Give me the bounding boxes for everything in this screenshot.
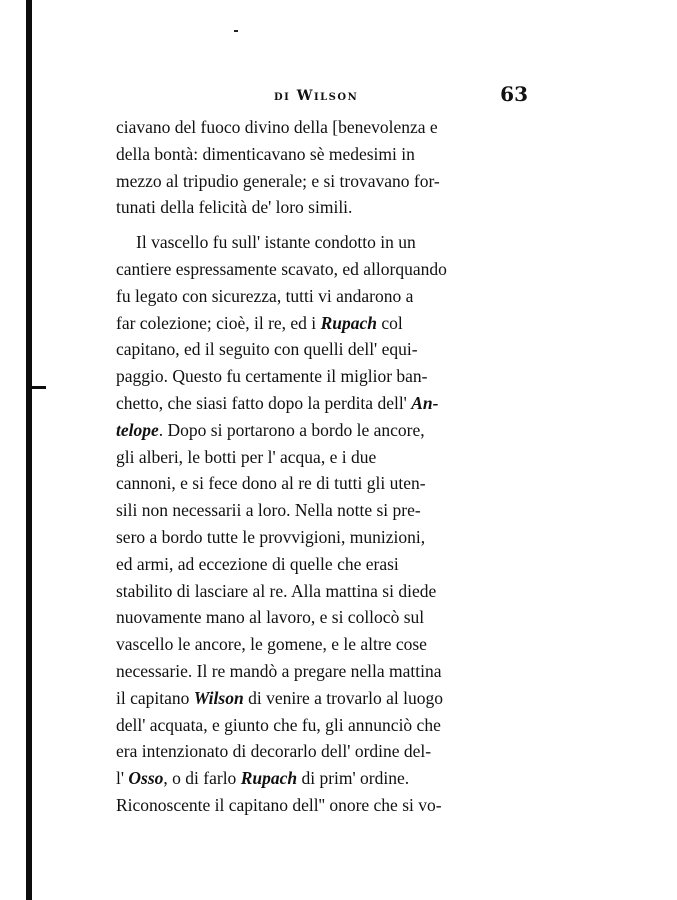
- text-line: Riconoscente il capitano dell'' onore che si vo-: [116, 794, 442, 815]
- text-line: gli alberi, le botti per l' acqua, e i due: [116, 446, 377, 467]
- italic-name: Wilson: [193, 687, 244, 708]
- italic-name: Rupach: [320, 312, 377, 333]
- text-line: della bontà: dimenticavano sè medesimi in: [116, 143, 415, 164]
- text-line: cantiere espressamente scavato, ed allorquando: [116, 258, 447, 279]
- text-line: il capitano Wilson di venire a trovarlo al luogo: [116, 687, 443, 708]
- italic-name: Rupach: [240, 768, 298, 789]
- text-line: capitano, ed il seguito con quelli dell' equi-: [116, 339, 418, 360]
- text-line: sero a bordo tutte le provvigioni, munizioni,: [116, 526, 426, 547]
- page-body: [116, 114, 528, 819]
- text-line: l' Osso, o di farlo Rupach di prim' ordine.: [116, 768, 410, 789]
- paragraph-gap: [116, 221, 528, 229]
- text-line: mezzo al tripudio generale; e si trovavano for-: [116, 170, 440, 191]
- page-number: 63: [500, 82, 528, 106]
- spine-mark: [26, 386, 46, 389]
- paragraph-1: [116, 114, 528, 221]
- text-line: vascello le ancore, le gomene, e le altre cose: [116, 634, 427, 655]
- text-line: chetto, che siasi fatto dopo la perdita dell' An-: [116, 392, 439, 413]
- italic-name: Osso: [128, 768, 164, 789]
- paper-speck: [234, 30, 238, 32]
- italic-name: telope: [116, 419, 159, 440]
- text-line: sili non necessarii a loro. Nella notte si pre-: [116, 500, 421, 521]
- text-line: ed armi, ad eccezione di quelle che erasi: [116, 553, 399, 574]
- text-line: Il vascello fu sull' istante condotto in un: [136, 232, 416, 253]
- text-line: ciavano del fuoco divino della [benevolenza e: [116, 117, 438, 137]
- text-line: telope. Dopo si portarono a bordo le ancore,: [116, 419, 425, 440]
- text-line: tunati della felicità de' loro simili.: [116, 197, 353, 218]
- text-line: far colezione; cioè, il re, ed i Rupach col: [116, 312, 403, 333]
- text-line: necessarie. Il re mandò a pregare nella mattina: [116, 660, 442, 681]
- text-line: cannoni, e si fece dono al re di tutti gli uten-: [116, 473, 426, 494]
- text-line: paggio. Questo fu certamente il miglior ban-: [116, 366, 428, 387]
- book-spine-edge: [26, 0, 32, 900]
- text-line: fu legato con sicurezza, tutti vi andarono a: [116, 285, 414, 306]
- paragraph-2: [116, 229, 528, 819]
- text-line: nuovamente mano al lavoro, e si collocò sul: [116, 607, 425, 628]
- text-line: stabilito di lasciare al re. Alla mattina si diede: [116, 580, 437, 601]
- page-header: [116, 82, 528, 110]
- text-line: era intenzionato di decorarlo dell' ordine del-: [116, 741, 432, 762]
- text-line: dell' acquata, e giunto che fu, gli annunciò che: [116, 714, 441, 735]
- italic-name: An-: [411, 392, 439, 413]
- running-head: di Wilson: [274, 88, 359, 104]
